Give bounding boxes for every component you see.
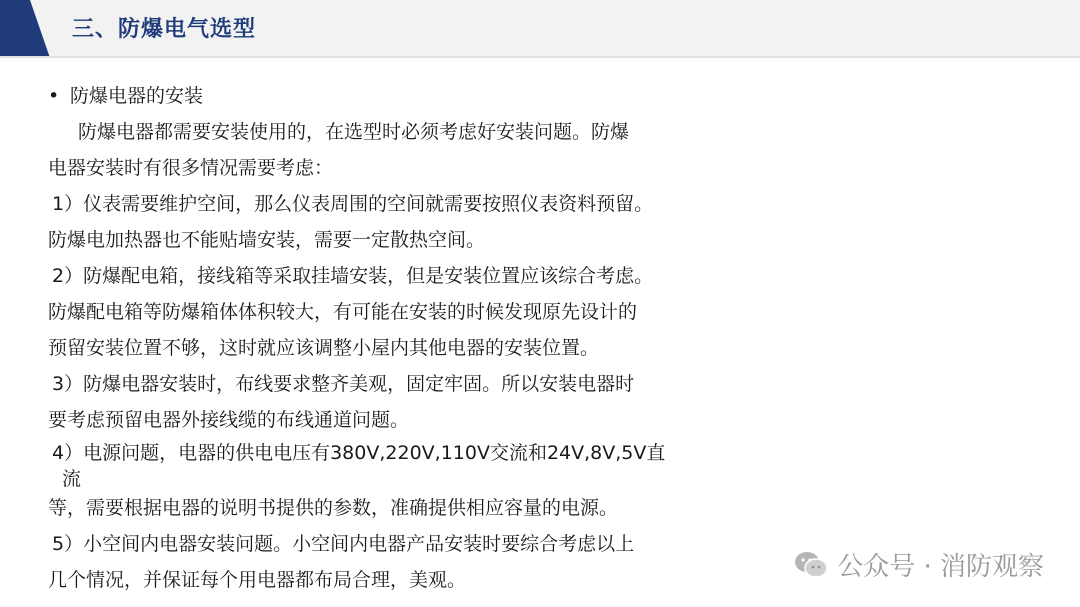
watermark — [793, 546, 1044, 583]
header-divider — [0, 56, 1080, 58]
wechat-icon — [793, 550, 829, 580]
item-5-line-2: 几个情况，并保证每个用电器都布局合理，美观。 — [48, 569, 467, 591]
section-heading-text: 防爆电器的安装 — [70, 85, 204, 107]
slide-header — [0, 0, 1080, 58]
item-2-line-3: 预留安装位置不够，这时就应该调整小屋内其他电器的安装位置。 — [48, 337, 600, 359]
slide-content — [48, 78, 738, 598]
bullet-icon: • — [48, 85, 60, 107]
item-1-line-1: 1）仪表需要维护空间，那么仪表周围的空间就需要按照仪表资料预留。 — [52, 193, 654, 215]
item-4-line-2: 等，需要根据电器的说明书提供的参数，准确提供相应容量的电源。 — [48, 497, 619, 519]
item-2-line-2: 防爆配电箱等防爆箱体体积较大，有可能在安装的时候发现原先设计的 — [48, 301, 638, 323]
watermark-text: 公众号 · 消防观察 — [837, 552, 1044, 582]
item-5-line-1: 5）小空间内电器安装问题。小空间内电器产品安装时要综合考虑以上 — [52, 533, 635, 555]
intro-line-2: 电器安装时有很多情况需要考虑： — [48, 157, 334, 179]
item-4-line-1-wrap: 流 — [62, 468, 82, 490]
header-accent-shape — [0, 0, 56, 58]
item-3-line-1: 3）防爆电器安装时，布线要求整齐美观，固定牢固。所以安装电器时 — [52, 373, 635, 395]
intro-line-1: 防爆电器都需要安装使用的，在选型时必须考虑好安装问题。防爆 — [78, 121, 630, 143]
item-1-line-2: 防爆电加热器也不能贴墙安装，需要一定散热空间。 — [48, 229, 486, 251]
item-2-line-1: 2）防爆配电箱，接线箱等采取挂墙安装，但是安装位置应该综合考虑。 — [52, 265, 654, 287]
section-heading — [48, 78, 738, 114]
slide-title: 三、防爆电气选型 — [72, 17, 257, 42]
item-3-line-2: 要考虑预留电器外接线缆的布线通道问题。 — [48, 409, 410, 431]
item-4-line-1: 4）电源问题，电器的供电电压有380V,220V,110V交流和24V,8V,5V直 — [52, 442, 666, 464]
